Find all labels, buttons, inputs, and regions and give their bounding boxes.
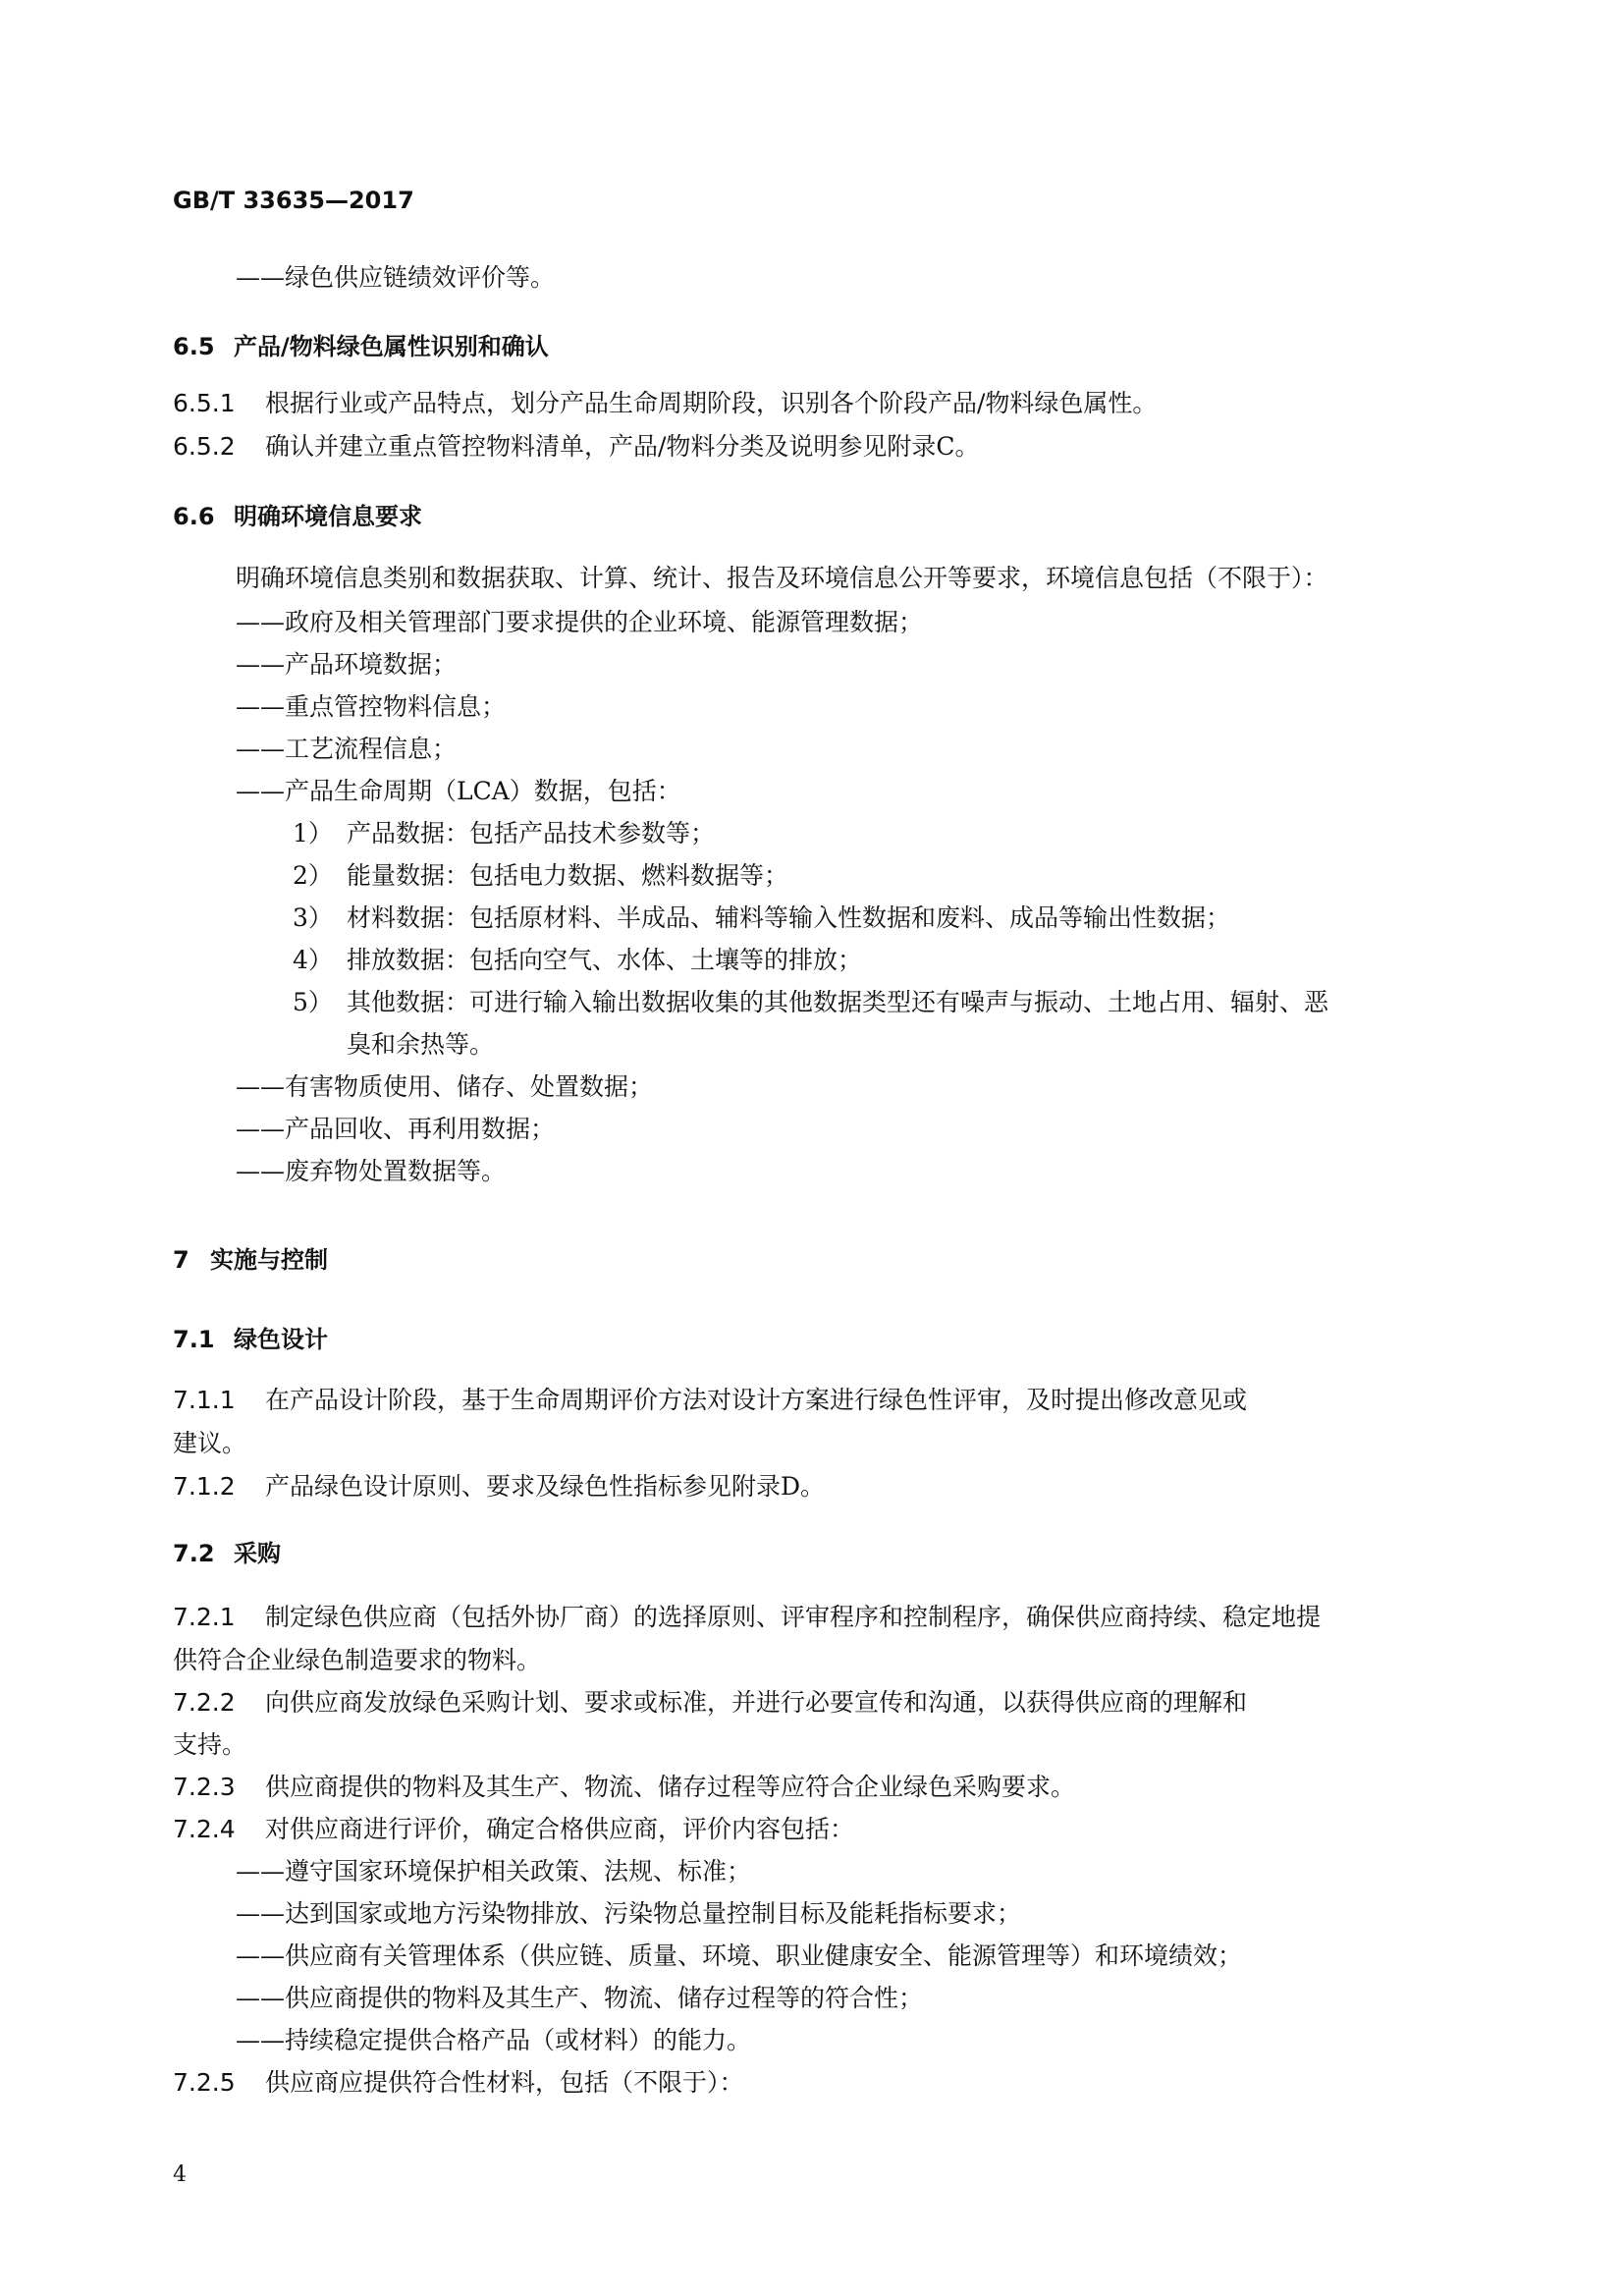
dash-item: ——政府及相关管理部门要求提供的企业环境、能源管理数据； bbox=[236, 608, 924, 636]
section-heading-7: 7 实施与控制 bbox=[173, 1246, 328, 1274]
clause-7-2-1: 7.2.1 制定绿色供应商（包括外协厂商）的选择原则、评审程序和控制程序，确保供应商持续、稳定地提 bbox=[173, 1603, 1322, 1631]
dash-item: ——绿色供应链绩效评价等。 bbox=[236, 263, 556, 292]
section-heading-6-6: 6.6 明确环境信息要求 bbox=[173, 503, 422, 530]
clause-7-1-1: 7.1.1 在产品设计阶段，基于生命周期评价方法对设计方案进行绿色性评审，及时提出修改意见或 bbox=[173, 1386, 1248, 1414]
numbered-item: 4） 排放数据：包括向空气、水体、土壤等的排放； bbox=[293, 946, 863, 974]
dash-item: ——持续稳定提供合格产品（或材料）的能力。 bbox=[236, 2026, 752, 2054]
clause-7-2-3: 7.2.3 供应商提供的物料及其生产、物流、储存过程等应符合企业绿色采购要求。 bbox=[173, 1773, 1076, 1801]
dash-item: ——重点管控物料信息； bbox=[236, 692, 507, 721]
paragraph: 明确环境信息类别和数据获取、计算、统计、报告及环境信息公开等要求，环境信息包括（不限于）： bbox=[236, 564, 1328, 592]
numbered-item: 5） 其他数据：可进行输入输出数据收集的其他数据类型还有噪声与振动、土地占用、辐射、恶 bbox=[293, 988, 1329, 1016]
dash-item: ——遵守国家环境保护相关政策、法规、标准； bbox=[236, 1857, 752, 1886]
clause-continuation: 支持。 bbox=[173, 1730, 247, 1759]
clause-7-2-5: 7.2.5 供应商应提供符合性材料，包括（不限于）： bbox=[173, 2068, 744, 2097]
clause-6-5-2: 6.5.2 确认并建立重点管控物料清单，产品/物料分类及说明参见附录C。 bbox=[173, 432, 980, 461]
clause-7-2-2: 7.2.2 向供应商发放绿色采购计划、要求或标准，并进行必要宣传和沟通，以获得供应商的理解和 bbox=[173, 1688, 1248, 1717]
section-heading-6-5: 6.5 产品/物料绿色属性识别和确认 bbox=[173, 333, 549, 360]
clause-continuation: 供符合企业绿色制造要求的物料。 bbox=[173, 1646, 542, 1674]
dash-item: ——有害物质使用、储存、处置数据； bbox=[236, 1072, 654, 1101]
numbered-item: 3） 材料数据：包括原材料、半成品、辅料等输入性数据和废料、成品等输出性数据； bbox=[293, 903, 1231, 932]
numbered-item: 2） 能量数据：包括电力数据、燃料数据等； bbox=[293, 861, 789, 890]
dash-item: ——供应商有关管理体系（供应链、质量、环境、职业健康安全、能源管理等）和环境绩效； bbox=[236, 1941, 1243, 1970]
dash-item: ——产品环境数据； bbox=[236, 650, 458, 679]
clause-7-2-4: 7.2.4 对供应商进行评价，确定合格供应商，评价内容包括： bbox=[173, 1815, 855, 1843]
page-number: 4 bbox=[173, 2162, 187, 2187]
numbered-item: 1） 产品数据：包括产品技术参数等； bbox=[293, 819, 716, 847]
numbered-item-continuation: 臭和余热等。 bbox=[347, 1030, 495, 1059]
dash-item: ——工艺流程信息； bbox=[236, 735, 458, 763]
dash-item: ——产品生命周期（LCA）数据，包括： bbox=[236, 777, 681, 805]
section-heading-7-1: 7.1 绿色设计 bbox=[173, 1326, 328, 1353]
dash-item: ——供应商提供的物料及其生产、物流、储存过程等的符合性； bbox=[236, 1984, 924, 2012]
standard-code: GB/T 33635—2017 bbox=[173, 187, 414, 214]
section-heading-7-2: 7.2 采购 bbox=[173, 1540, 281, 1567]
dash-item: ——废弃物处置数据等。 bbox=[236, 1157, 507, 1185]
dash-item: ——达到国家或地方污染物排放、污染物总量控制目标及能耗指标要求； bbox=[236, 1899, 1022, 1928]
dash-item: ——产品回收、再利用数据； bbox=[236, 1115, 556, 1143]
clause-continuation: 建议。 bbox=[173, 1429, 247, 1457]
clause-6-5-1: 6.5.1 根据行业或产品特点，划分产品生命周期阶段，识别各个阶段产品/物料绿色属性。 bbox=[173, 389, 1158, 417]
clause-7-1-2: 7.1.2 产品绿色设计原则、要求及绿色性指标参见附录D。 bbox=[173, 1472, 826, 1501]
